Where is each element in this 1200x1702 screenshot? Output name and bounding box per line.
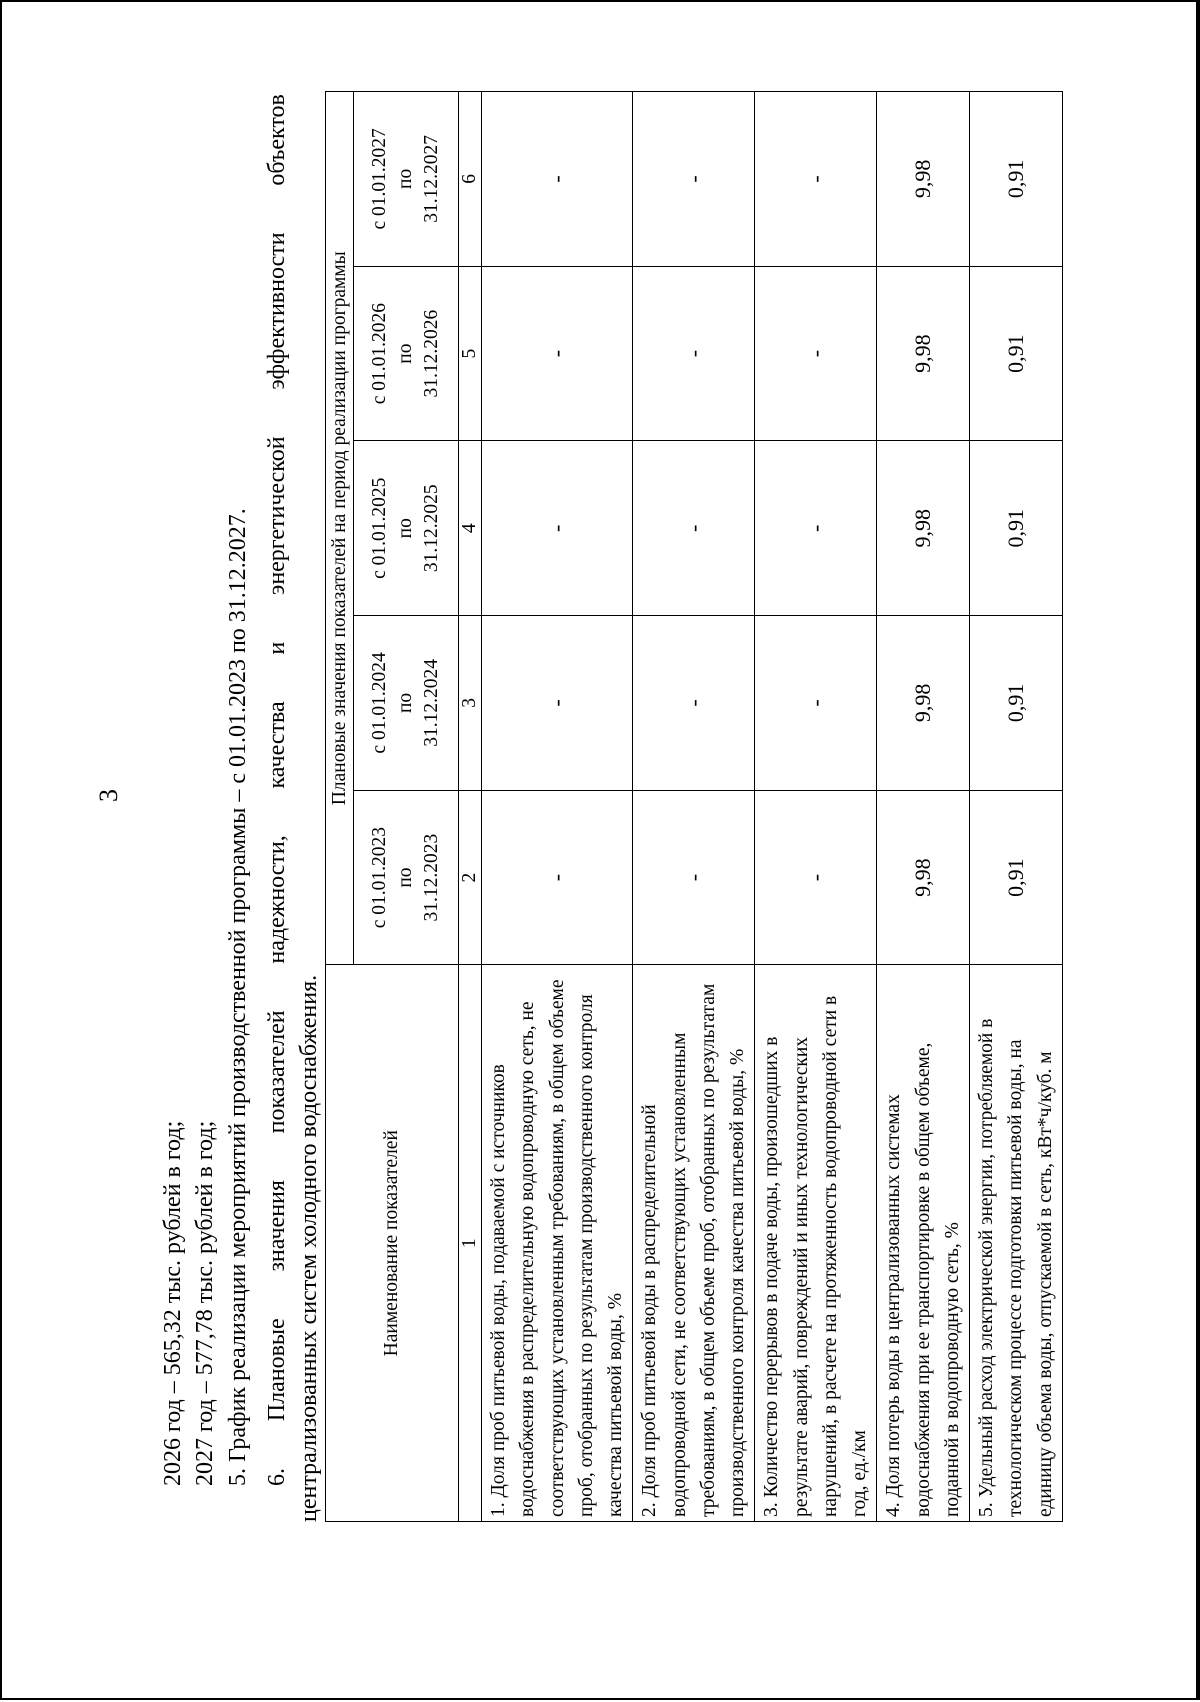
indicators-table [325, 91, 1063, 1522]
heading-word: показателей [264, 1010, 290, 1134]
indicator-name [877, 965, 970, 1522]
indicator-name-line: проб, отобранных по результатам производственного контроля [575, 994, 597, 1517]
indicator-name-line: нарушений, в расчете на протяженность водопроводной сети в [819, 995, 841, 1517]
column-number: 5 [459, 266, 482, 441]
indicator-name [633, 965, 755, 1522]
indicator-value: - [755, 616, 877, 791]
heading-word: 6. [264, 1468, 290, 1486]
indicator-value: - [482, 441, 633, 616]
indicator-name-line: водопроводной сети, не соответствующих установленным [668, 1032, 690, 1517]
column-number: 1 [459, 965, 482, 1522]
table-body [482, 92, 1063, 1522]
column-number: 2 [459, 790, 482, 965]
column-number: 6 [459, 92, 482, 267]
indicator-name-line: технологическом процессе подготовки питьевой воды, на [1005, 1039, 1027, 1517]
period-header: с 01.01.2026 по 31.12.2026 [354, 266, 459, 441]
indicator-name [755, 965, 877, 1522]
indicator-name-line: производственного контроля качества питьевой воды, % [727, 1048, 748, 1517]
indicator-value: - [633, 266, 755, 441]
name-column-header: Наименование показателей [326, 965, 459, 1522]
heading-word: и [264, 641, 290, 655]
rotated-content [2, 2, 1200, 1702]
indicator-name-line: требованиям, в общем объеме проб, отобранных по результатам [697, 983, 719, 1517]
table-row [877, 92, 970, 1522]
table-row [482, 92, 633, 1522]
heading-word: качества [264, 701, 290, 789]
indicator-value: - [482, 266, 633, 441]
indicator-value: - [482, 790, 633, 965]
column-number: 4 [459, 441, 482, 616]
section-6-heading-line2: централизованных систем холодного водоснабжения. [296, 974, 322, 1522]
text-line-2027: 2027 год – 577,78 тыс. рублей в год; [192, 1120, 218, 1486]
indicator-name-line: 4. Доля потерь воды в централизованных системах [883, 1094, 905, 1517]
heading-word: надежности, [264, 835, 290, 964]
table-header-row [326, 92, 354, 1522]
indicator-value: 9,98 [877, 790, 970, 965]
indicator-value: - [755, 441, 877, 616]
heading-word: Плановые [264, 1318, 290, 1422]
indicator-name-line: 5. Удельный расход электрической энергии, потребляемой в [976, 1018, 997, 1517]
indicator-value: 9,98 [877, 92, 970, 267]
table-row [970, 92, 1063, 1522]
indicator-name-line: соответствующих установленным требованиям, в общем объеме [546, 979, 568, 1517]
indicator-value: 9,98 [877, 616, 970, 791]
table-row [755, 92, 877, 1522]
heading-word: эффективности [264, 232, 290, 390]
period-header: с 01.01.2023 по 31.12.2023 [354, 790, 459, 965]
table-row [633, 92, 755, 1522]
column-number-row [459, 92, 482, 1522]
indicator-name-line: 3. Количество перерывов в подаче воды, произошедших в [761, 1036, 783, 1517]
planned-values-header: Плановые значения показателей на период реализации программы [326, 92, 354, 965]
indicator-name-line: единицу объема воды, отпускаемой в сеть, кВт*ч/куб. м [1034, 1051, 1056, 1517]
section-6-heading [265, 94, 289, 1486]
indicator-name-line: водоснабжения в распределительную водопроводную сеть, не [517, 1001, 539, 1517]
indicator-name-line: 1. Доля проб питьевой воды, подаваемой с источников [488, 1064, 509, 1517]
text-line-2026: 2026 год – 565,32 тыс. рублей в год; [160, 1120, 186, 1486]
period-header: с 01.01.2027 по 31.12.2027 [354, 92, 459, 267]
indicator-value: 9,98 [877, 266, 970, 441]
indicator-value: 0,91 [970, 441, 1063, 616]
indicator-value: - [755, 266, 877, 441]
indicator-value: - [755, 92, 877, 267]
period-header: с 01.01.2025 по 31.12.2025 [354, 441, 459, 616]
indicator-value: - [633, 790, 755, 965]
page-number: 3 [94, 789, 123, 802]
indicator-name [482, 965, 633, 1522]
indicator-value: 0,91 [970, 92, 1063, 267]
indicator-name [970, 965, 1063, 1522]
indicator-value: 0,91 [970, 616, 1063, 791]
indicator-value: 0,91 [970, 790, 1063, 965]
text-line-schedule: 5. График реализации мероприятий производственной программы – с 01.01.2023 по 31.12.2027. [225, 508, 251, 1486]
indicator-name-line: качества питьевой воды, % [605, 1292, 626, 1517]
heading-word: значения [264, 1180, 290, 1272]
indicator-name-line: 2. Доля проб питьевой воды в распределительной [639, 1104, 661, 1517]
heading-word: энергетической [264, 436, 290, 595]
indicator-name-line: водоснабжения при ее транспортировке в общем объеме, [912, 1042, 934, 1517]
column-number: 3 [459, 616, 482, 791]
indicator-value: - [633, 616, 755, 791]
indicator-name-line: поданной в водопроводную сеть, % [941, 1222, 963, 1517]
period-header: с 01.01.2024 по 31.12.2024 [354, 616, 459, 791]
indicator-value: - [633, 92, 755, 267]
heading-word: объектов [264, 94, 290, 186]
indicator-value: - [755, 790, 877, 965]
indicator-name-line: год, ед./км [849, 1430, 870, 1517]
indicator-value: - [482, 616, 633, 791]
indicator-value: - [482, 92, 633, 267]
indicator-value: 0,91 [970, 266, 1063, 441]
indicator-value: 9,98 [877, 441, 970, 616]
indicator-name-line: результате аварий, повреждений и иных технологических [790, 1036, 812, 1517]
indicator-value: - [633, 441, 755, 616]
